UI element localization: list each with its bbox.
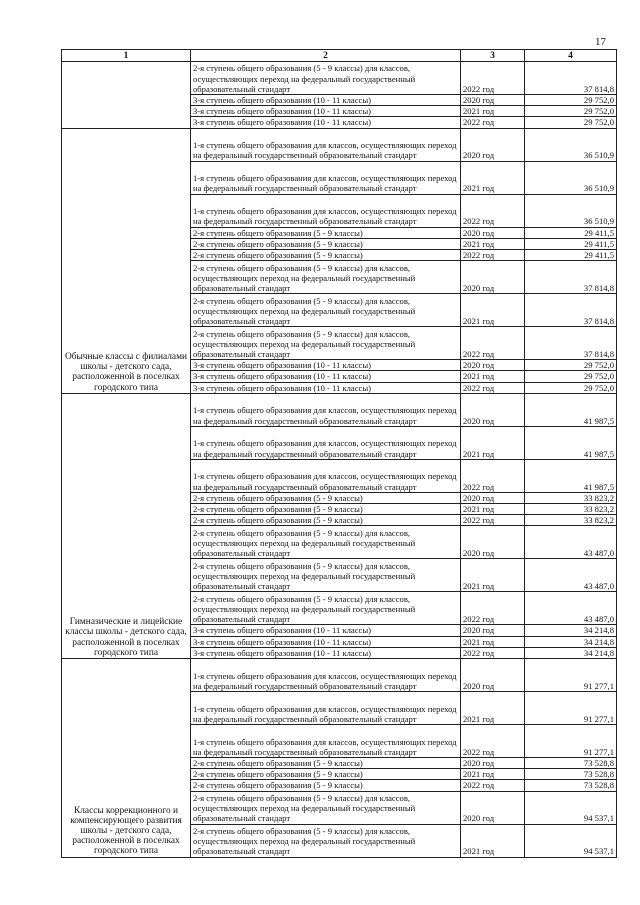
value-cell: 29 752,0 [525, 106, 617, 117]
year-cell: 2020 год [461, 261, 525, 294]
value-cell: 34 214,8 [525, 625, 617, 636]
value-cell: 91 277,1 [525, 692, 617, 725]
category-cell [62, 62, 191, 129]
education-level-cell: 3-я ступень общего образования (10 - 11 классы) [191, 371, 461, 382]
education-level-cell: 3-я ступень общего образования (10 - 11 классы) [191, 636, 461, 647]
education-level-cell: 1-я ступень общего образования для классов, осуществляющих переход на федеральный государственный образовательный стандарт [191, 128, 461, 161]
header-col-4: 4 [525, 50, 617, 62]
header-col-2: 2 [191, 50, 461, 62]
year-cell: 2021 год [461, 504, 525, 515]
year-cell: 2022 год [461, 725, 525, 758]
value-cell: 29 752,0 [525, 382, 617, 393]
category-cell: Обычные классы с филиалами школы - детского сада, расположенной в поселках городского типа [62, 128, 191, 393]
year-cell: 2022 год [461, 327, 525, 360]
value-cell: 43 487,0 [525, 526, 617, 559]
value-cell: 34 214,8 [525, 647, 617, 658]
education-level-cell: 3-я ступень общего образования (10 - 11 классы) [191, 647, 461, 658]
year-cell: 2020 год [461, 128, 525, 161]
education-level-cell: 2-я ступень общего образования (5 - 9 классы) [191, 238, 461, 249]
education-level-cell: 1-я ступень общего образования для классов, осуществляющих переход на федеральный государственный образовательный стандарт [191, 659, 461, 692]
table-row [62, 659, 617, 692]
value-cell: 36 510,9 [525, 128, 617, 161]
education-level-cell: 2-я ступень общего образования (5 - 9 классы) [191, 227, 461, 238]
year-cell: 2021 год [461, 426, 525, 459]
header-row [62, 50, 617, 62]
value-cell: 37 814,8 [525, 327, 617, 360]
value-cell: 41 987,5 [525, 393, 617, 426]
education-level-cell: 2-я ступень общего образования (5 - 9 классы) [191, 492, 461, 503]
education-level-cell: 3-я ступень общего образования (10 - 11 классы) [191, 625, 461, 636]
education-level-cell: 2-я ступень общего образования (5 - 9 классы) [191, 769, 461, 780]
education-level-cell: 2-я ступень общего образования (5 - 9 классы) для классов, осуществляющих переход на федеральный государственный образовательный стандарт [191, 327, 461, 360]
year-cell: 2021 год [461, 371, 525, 382]
year-cell: 2020 год [461, 625, 525, 636]
value-cell: 29 411,5 [525, 250, 617, 261]
page-number: 17 [595, 36, 606, 48]
year-cell: 2021 год [461, 824, 525, 857]
education-level-cell: 1-я ступень общего образования для классов, осуществляющих переход на федеральный государственный образовательный стандарт [191, 426, 461, 459]
year-cell: 2021 год [461, 559, 525, 592]
value-cell: 29 752,0 [525, 95, 617, 106]
year-cell: 2022 год [461, 515, 525, 526]
education-level-cell: 3-я ступень общего образования (10 - 11 классы) [191, 117, 461, 128]
table-row [62, 128, 617, 161]
education-level-cell: 3-я ступень общего образования (10 - 11 классы) [191, 360, 461, 371]
table-row [62, 393, 617, 426]
year-cell: 2020 год [461, 360, 525, 371]
education-level-cell: 3-я ступень общего образования (10 - 11 классы) [191, 95, 461, 106]
education-level-cell: 2-я ступень общего образования (5 - 9 классы) для классов, осуществляющих переход на федеральный государственный образовательный стандарт [191, 294, 461, 327]
table-row [62, 62, 617, 95]
education-level-cell: 1-я ступень общего образования для классов, осуществляющих переход на федеральный государственный образовательный стандарт [191, 692, 461, 725]
value-cell: 41 987,5 [525, 426, 617, 459]
value-cell: 29 411,5 [525, 238, 617, 249]
education-level-cell: 2-я ступень общего образования (5 - 9 классы) для классов, осуществляющих переход на федеральный государственный образовательный стандарт [191, 791, 461, 824]
year-cell: 2021 год [461, 238, 525, 249]
value-cell: 43 487,0 [525, 559, 617, 592]
value-cell: 33 823,2 [525, 515, 617, 526]
education-level-cell: 1-я ступень общего образования для классов, осуществляющих переход на федеральный государственный образовательный стандарт [191, 161, 461, 194]
value-cell: 36 510,9 [525, 161, 617, 194]
year-cell: 2021 год [461, 636, 525, 647]
value-cell: 73 528,8 [525, 758, 617, 769]
value-cell: 34 214,8 [525, 636, 617, 647]
education-level-cell: 2-я ступень общего образования (5 - 9 классы) для классов, осуществляющих переход на федеральный государственный образовательный стандарт [191, 261, 461, 294]
value-cell: 73 528,8 [525, 769, 617, 780]
education-level-cell: 2-я ступень общего образования (5 - 9 классы) [191, 515, 461, 526]
value-cell: 33 823,2 [525, 504, 617, 515]
education-level-cell: 2-я ступень общего образования (5 - 9 классы) для классов, осуществляющих переход на федеральный государственный образовательный стандарт [191, 824, 461, 857]
year-cell: 2021 год [461, 692, 525, 725]
category-cell: Классы коррекционного и компенсирующего развития школы - детского сада, расположенной в поселках городского типа [62, 659, 191, 858]
value-cell: 29 752,0 [525, 371, 617, 382]
year-cell: 2020 год [461, 791, 525, 824]
value-cell: 29 752,0 [525, 117, 617, 128]
year-cell: 2020 год [461, 227, 525, 238]
year-cell: 2022 год [461, 250, 525, 261]
year-cell: 2021 год [461, 294, 525, 327]
value-cell: 33 823,2 [525, 492, 617, 503]
value-cell: 91 277,1 [525, 659, 617, 692]
year-cell: 2021 год [461, 161, 525, 194]
education-level-cell: 1-я ступень общего образования для классов, осуществляющих переход на федеральный государственный образовательный стандарт [191, 459, 461, 492]
year-cell: 2022 год [461, 647, 525, 658]
value-cell: 43 487,0 [525, 592, 617, 625]
year-cell: 2022 год [461, 592, 525, 625]
education-level-cell: 2-я ступень общего образования (5 - 9 классы) [191, 250, 461, 261]
education-level-cell: 1-я ступень общего образования для классов, осуществляющих переход на федеральный государственный образовательный стандарт [191, 393, 461, 426]
education-level-cell: 2-я ступень общего образования (5 - 9 классы) [191, 780, 461, 791]
value-cell: 36 510,9 [525, 194, 617, 227]
education-level-cell: 2-я ступень общего образования (5 - 9 классы) для классов, осуществляющих переход на федеральный государственный образовательный стандарт [191, 526, 461, 559]
education-level-cell: 1-я ступень общего образования для классов, осуществляющих переход на федеральный государственный образовательный стандарт [191, 194, 461, 227]
value-cell: 37 814,8 [525, 261, 617, 294]
year-cell: 2021 год [461, 106, 525, 117]
year-cell: 2022 год [461, 194, 525, 227]
table-body [62, 62, 617, 858]
year-cell: 2020 год [461, 95, 525, 106]
value-cell: 41 987,5 [525, 459, 617, 492]
education-level-cell: 3-я ступень общего образования (10 - 11 классы) [191, 382, 461, 393]
year-cell: 2020 год [461, 492, 525, 503]
value-cell: 29 411,5 [525, 227, 617, 238]
year-cell: 2022 год [461, 382, 525, 393]
value-cell: 91 277,1 [525, 725, 617, 758]
year-cell: 2021 год [461, 769, 525, 780]
category-cell: Гимназические и лицейские классы школы - детского сада, расположенной в поселках городского типа [62, 393, 191, 658]
value-cell: 73 528,8 [525, 780, 617, 791]
value-cell: 94 537,1 [525, 791, 617, 824]
education-level-cell: 1-я ступень общего образования для классов, осуществляющих переход на федеральный государственный образовательный стандарт [191, 725, 461, 758]
value-cell: 94 537,1 [525, 824, 617, 857]
value-cell: 37 814,8 [525, 62, 617, 95]
year-cell: 2020 год [461, 526, 525, 559]
year-cell: 2022 год [461, 780, 525, 791]
education-level-cell: 2-я ступень общего образования (5 - 9 классы) для классов, осуществляющих переход на федеральный государственный образовательный стандарт [191, 62, 461, 95]
education-level-cell: 3-я ступень общего образования (10 - 11 классы) [191, 106, 461, 117]
year-cell: 2020 год [461, 393, 525, 426]
year-cell: 2022 год [461, 117, 525, 128]
year-cell: 2020 год [461, 758, 525, 769]
education-level-cell: 2-я ступень общего образования (5 - 9 классы) для классов, осуществляющих переход на федеральный государственный образовательный стандарт [191, 592, 461, 625]
education-level-cell: 2-я ступень общего образования (5 - 9 классы) для классов, осуществляющих переход на федеральный государственный образовательный стандарт [191, 559, 461, 592]
header-col-1: 1 [62, 50, 191, 62]
year-cell: 2022 год [461, 62, 525, 95]
tariff-table [61, 49, 617, 858]
education-level-cell: 2-я ступень общего образования (5 - 9 классы) [191, 758, 461, 769]
value-cell: 37 814,8 [525, 294, 617, 327]
header-col-3: 3 [461, 50, 525, 62]
education-level-cell: 2-я ступень общего образования (5 - 9 классы) [191, 504, 461, 515]
value-cell: 29 752,0 [525, 360, 617, 371]
year-cell: 2022 год [461, 459, 525, 492]
year-cell: 2020 год [461, 659, 525, 692]
